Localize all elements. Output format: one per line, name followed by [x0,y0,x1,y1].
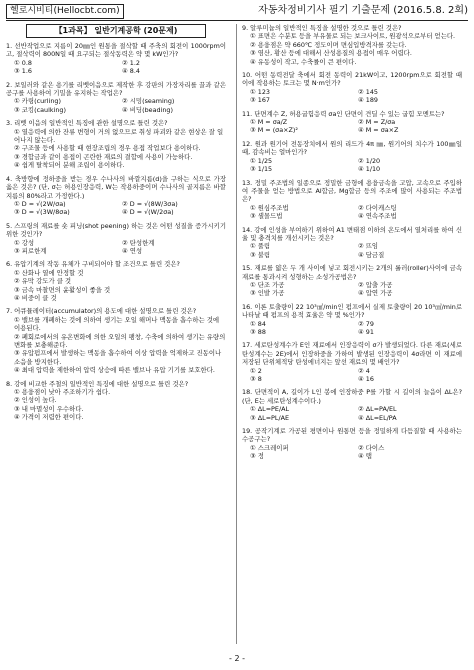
answer-option[interactable]: ③ D = √(3W/8σa) [14,208,70,217]
question [6,380,226,422]
answer-option[interactable]: ③ 피로한계 [14,246,47,255]
answer-option[interactable]: ④ 91 [358,328,374,336]
question-text: 13. 정밀 주조법의 일종으로 정밀한 금형에 용융금속을 고압, 고속으로 주입하여 주물을 얻는 방법으로 Al합금, Mg합금 등의 주조에 많이 사용되는 주조법은? [242,178,462,204]
question-text: 17. 세로탄성계수가 E인 재료에서 인장응력이 σ가 발생되었다. 다른 재료(세로 탄성계수는 2E)에서 인장하중을 가하여 발생된 인장응력이 4σ라면 이 재료에 저장된 단위체적당 탄성에너지는 앞선 재료의 몇 배인가? [242,341,462,367]
answer-option[interactable]: ③ 정 [250,452,264,461]
answer-option[interactable]: ② 인성이 높다. [14,396,57,405]
question-text: 3. 리벳 이음의 일반적인 특징에 관한 설명으로 틀린 것은? [6,119,168,128]
answer-option[interactable]: ③ 금속 마찰면의 윤활성이 좋을 것 [14,285,111,294]
answer-option[interactable]: ③ ΔL=PL/AE [250,413,290,422]
answer-option[interactable]: ④ 쉽게 탈착되어 분해 조립이 용이하다. [14,161,125,170]
answer-option[interactable]: ① 0.8 [14,58,32,67]
answer-options [242,118,462,135]
answer-options [242,405,462,422]
question [242,226,462,260]
answer-options [242,88,462,105]
question-text: 15. 재료를 얇은 두 개 사이에 넣고 회전시키는 2개의 롤러(roller)사이에 금속재료를 통과시켜 성형하는 소성가공법은? [242,264,462,281]
answer-option[interactable]: ② M = Z/σa [358,118,396,127]
question [242,427,462,461]
question [242,388,462,422]
question-text: 11. 단면계수 Z, 허용굽힘응력 σa인 단면이 견딜 수 있는 굽힘 모멘트는? [242,109,445,118]
question-text: 9. 알루미늄의 일반적인 특징을 설명한 것으로 틀린 것은? [242,24,402,32]
answer-option[interactable]: ③ 1/15 [250,165,273,174]
question-text: 4. 축방향에 정하중을 받는 경우 수나사의 바깥지름(d)을 구하는 식으로 가장 옳은 것은? (단, σ는 허용인장응력, W는 작용하중이며 수나사의 골지름은 바깥지름의 80%라고 가정한다.) [6,174,226,200]
header-rule [6,20,468,21]
question-text: 8. 강에 비교한 주철의 일반적인 특징에 대한 설명으로 틀린 것은? [6,379,189,388]
answer-option[interactable]: ① 2 [250,366,262,375]
answer-option[interactable]: ④ 담금질 [358,250,385,259]
question [242,264,462,298]
answer-option[interactable]: ③ 1.6 [14,67,32,76]
left-column [6,24,226,427]
answer-option[interactable]: ③ 염산, 황산 등에 대해서 산성용질의 용접이 매우 어렵다. [250,49,412,58]
answer-option[interactable]: ① 84 [250,319,266,328]
answer-option[interactable]: ④ 189 [358,96,378,105]
answer-option[interactable]: ② 79 [358,319,374,328]
answer-options [242,444,462,461]
answer-option[interactable]: ① D = √(2W/σa) [14,199,66,208]
answer-option[interactable]: ② 용융점은 약 660℃ 정도이며 면심입방격자를 갖는다. [250,40,407,49]
question [6,42,226,76]
answer-option[interactable]: ④ 탭 [358,452,372,461]
question [6,175,226,217]
answer-option[interactable]: ④ 가격이 저렴한 편이다. [14,413,84,422]
answer-option[interactable]: ④ D = √(W/2σa) [122,208,174,217]
answer-option[interactable]: ④ 유동성이 작고, 수축률이 큰 편이다. [250,57,357,66]
question-text: 18. 단면적이 A, 길이가 L인 봉에 인장하중 P를 가할 시 길이의 늘음이 ΔL은? (단, E는 세로탄성계수이다.) [242,388,462,405]
answer-option[interactable]: ① 용융점이 낮아 주조하기가 쉽다. [14,388,111,397]
answer-option[interactable]: ① 123 [250,87,270,96]
question-text: 16. 이론 토출량이 22 10³㎤/min인 펌프에서 실제 토출량이 20 10³㎤/min로 나타날 때 펌프의 용적 효율은 약 몇 %인가? [242,302,462,320]
answer-option[interactable]: ② D = √(8W/3σa) [122,199,178,208]
answer-options [242,157,462,174]
answer-options [242,367,462,384]
answer-option[interactable]: ④ 1/10 [358,165,381,174]
question [242,303,462,337]
answer-option[interactable]: ④ 압연 가공 [358,289,393,298]
answer-option[interactable]: ③ 167 [250,96,270,105]
question-text: 6. 유압기계의 작동 유체가 구비되어야 할 조건으로 틀린 것은? [6,260,180,269]
answer-option[interactable]: ① ΔL=PE/AL [250,405,290,414]
site-name[interactable]: 헬로시비티(Hellocbt.com) [6,4,124,19]
question [6,260,226,302]
question [6,222,226,256]
answer-options [6,239,226,256]
answer-option[interactable]: ③ 인발 가공 [250,289,285,298]
answer-option[interactable]: ② 다이캐스팅 [358,203,397,212]
question-text: 10. 어떤 동력전달 축에서 회전 동력이 21kW이고, 1200rpm으로 회전할 때 이에 작용하는 토크는 몇 N·m인가? [242,71,462,88]
column-divider [236,24,237,644]
answer-option[interactable]: ② 압출 가공 [358,280,393,289]
answer-option[interactable]: ② 1/20 [358,156,381,165]
answer-option[interactable]: ③ 88 [250,328,266,336]
answer-option[interactable]: ④ 비딩(beading) [122,105,173,114]
answer-options [242,281,462,298]
answer-option[interactable]: ② 유막 강도가 클 것 [14,277,72,286]
answer-option[interactable]: ② 다이스 [358,443,385,452]
answer-option[interactable]: ② 탄성한계 [122,238,155,247]
answer-option[interactable]: ④ 비중이 클 것 [14,293,57,302]
answer-option[interactable]: ② 4 [358,366,370,375]
answer-option[interactable]: ② ΔL=PA/EL [358,405,397,414]
answer-option[interactable]: ① 밸브를 개폐하는 것에 의하여 생기는 오일 해머나 맥동을 흡수하는 것에 이용된다. [14,315,220,333]
exam-title: 자동차정비기사 필기 기출문제 (2016.5.8. 2회) [258,5,468,16]
answer-options [242,320,462,337]
answer-options [6,316,226,375]
question [242,179,462,221]
answer-option[interactable]: ③ M = (σa×Z)² [250,126,298,135]
question-text: 2. 보일러와 같은 용기를 리벳이음으로 제작한 후 강판의 가장자리를 끌과 같은 공구를 사용하여 기밀을 유지하는 작업은? [6,80,226,98]
answer-options [6,388,226,422]
answer-option[interactable]: ① 강성 [14,238,35,247]
answer-option[interactable]: ① 풀림 [250,242,271,251]
answer-option[interactable]: ① 원심주조법 [250,203,289,212]
answer-option[interactable]: ④ M = σa×Z [358,126,399,135]
answer-option[interactable]: ④ ΔL=EL/PA [358,413,397,422]
question [6,307,226,374]
answer-option[interactable]: ④ 8.4 [122,67,140,76]
answer-options [242,242,462,259]
answer-option[interactable]: ① 카링(curling) [14,97,61,106]
question [6,81,226,115]
question [242,140,462,174]
answer-option[interactable]: ① 산화나 열에 안정할 것 [14,268,84,277]
answer-option[interactable]: ② 폐회로에서의 유온변화에 의한 오일의 팽창, 수축에 의하여 생기는 유량의 변화를 보충해준다. [14,332,226,349]
question-text: 7. 어큐뮬레이터(accumulator)의 용도에 대한 설명으로 틀린 것은? [6,307,197,316]
question [6,119,226,169]
answer-option[interactable]: ② 뜨임 [358,242,379,251]
answer-options [242,204,462,221]
answer-option[interactable]: ④ 연속주조법 [358,212,397,221]
answer-option[interactable]: ③ 셸몰드법 [250,212,283,221]
section-title: 【1과목】 일반기계공학 (20문제) [26,24,206,38]
question-text: 14. 강에 인성을 부여하기 위하여 A1 변태점 이하의 온도에서 열처리를 하여 신율 및 충격치를 개선시키는 것은? [242,225,462,242]
answer-option[interactable]: ① 스크레이퍼 [250,443,289,452]
answer-options [6,269,226,303]
answer-option[interactable]: ② 145 [358,87,378,96]
answer-option[interactable]: ③ 8 [250,375,262,384]
page-header [6,4,468,20]
answer-option[interactable]: ② 구조물 등에 사용할 때 현장조립의 경우 용접 작업보다 용이하다. [14,144,201,153]
question-text: 12. 원과 원기어 전동장치에서 원의 리드가 4π ㎜, 원기어의 치수가 100㎜일 때, 감속비는 얼마인가? [242,139,462,157]
answer-option[interactable]: ④ 16 [358,375,374,384]
question [242,24,462,66]
answer-option[interactable]: ① 단조 가공 [250,280,285,289]
answer-option[interactable]: ④ 연성 [122,246,143,255]
answer-option[interactable]: ③ 코킹(caulking) [14,105,66,114]
answer-option[interactable]: ③ 경합금과 같이 용접이 곤란한 재료의 결합에 사용이 가능하다. [14,152,193,161]
answer-options [242,32,462,66]
answer-option[interactable]: ② 시밍(seaming) [122,97,175,106]
answer-option[interactable]: ① 열응력에 의한 잔류 변형이 거의 없으므로 취성 파괴와 같은 현상은 잘 일어나지 않는다. [14,127,224,145]
answer-option[interactable]: ① 1/25 [250,156,273,165]
question [242,71,462,105]
answer-option[interactable]: ③ 유압펌프에서 발생하는 맥동을 흡수하여 이상 압력을 억제하고 진동이나 소음을 방지한다. [14,349,222,366]
answer-option[interactable]: ③ 내 마멸성이 우수하다. [14,404,84,413]
answer-options [6,200,226,217]
answer-options [6,59,226,76]
answer-options [6,128,226,170]
question-text: 19. 공작기계로 가공된 평면이나 원통면 등을 정밀하게 다듬질할 때 사용하는 수공구는? [242,427,462,444]
question-text: 1. 선반작업으로 지름이 20㎜인 원통을 절삭할 때 주축의 회전이 1000rpm이고, 절삭력이 800N일 때 요구되는 절삭동력은 약 몇 kW인가? [6,42,226,59]
answer-option[interactable]: ③ 불림 [250,250,271,259]
right-column [242,24,462,466]
answer-option[interactable]: ① M = σa/Z [250,118,288,127]
page-number: - 2 - [229,654,245,663]
answer-option[interactable]: ① 표면은 수분토 등을 부유물로 되는 보크사이트, 원광석으로부터 얻는다. [250,32,456,41]
question-text: 5. 스프링의 재료를 숏 피닝(shot peening) 하는 것은 어떤 성질을 증가시키기 위한 것인가? [6,221,226,239]
answer-option[interactable]: ④ 최대 압력을 제한하여 압력 상승에 따른 밸브나 유압 기기를 보호한다. [14,366,215,375]
answer-options [6,97,226,114]
question [242,341,462,383]
question [242,110,462,135]
answer-option[interactable]: ② 1.2 [122,58,140,67]
